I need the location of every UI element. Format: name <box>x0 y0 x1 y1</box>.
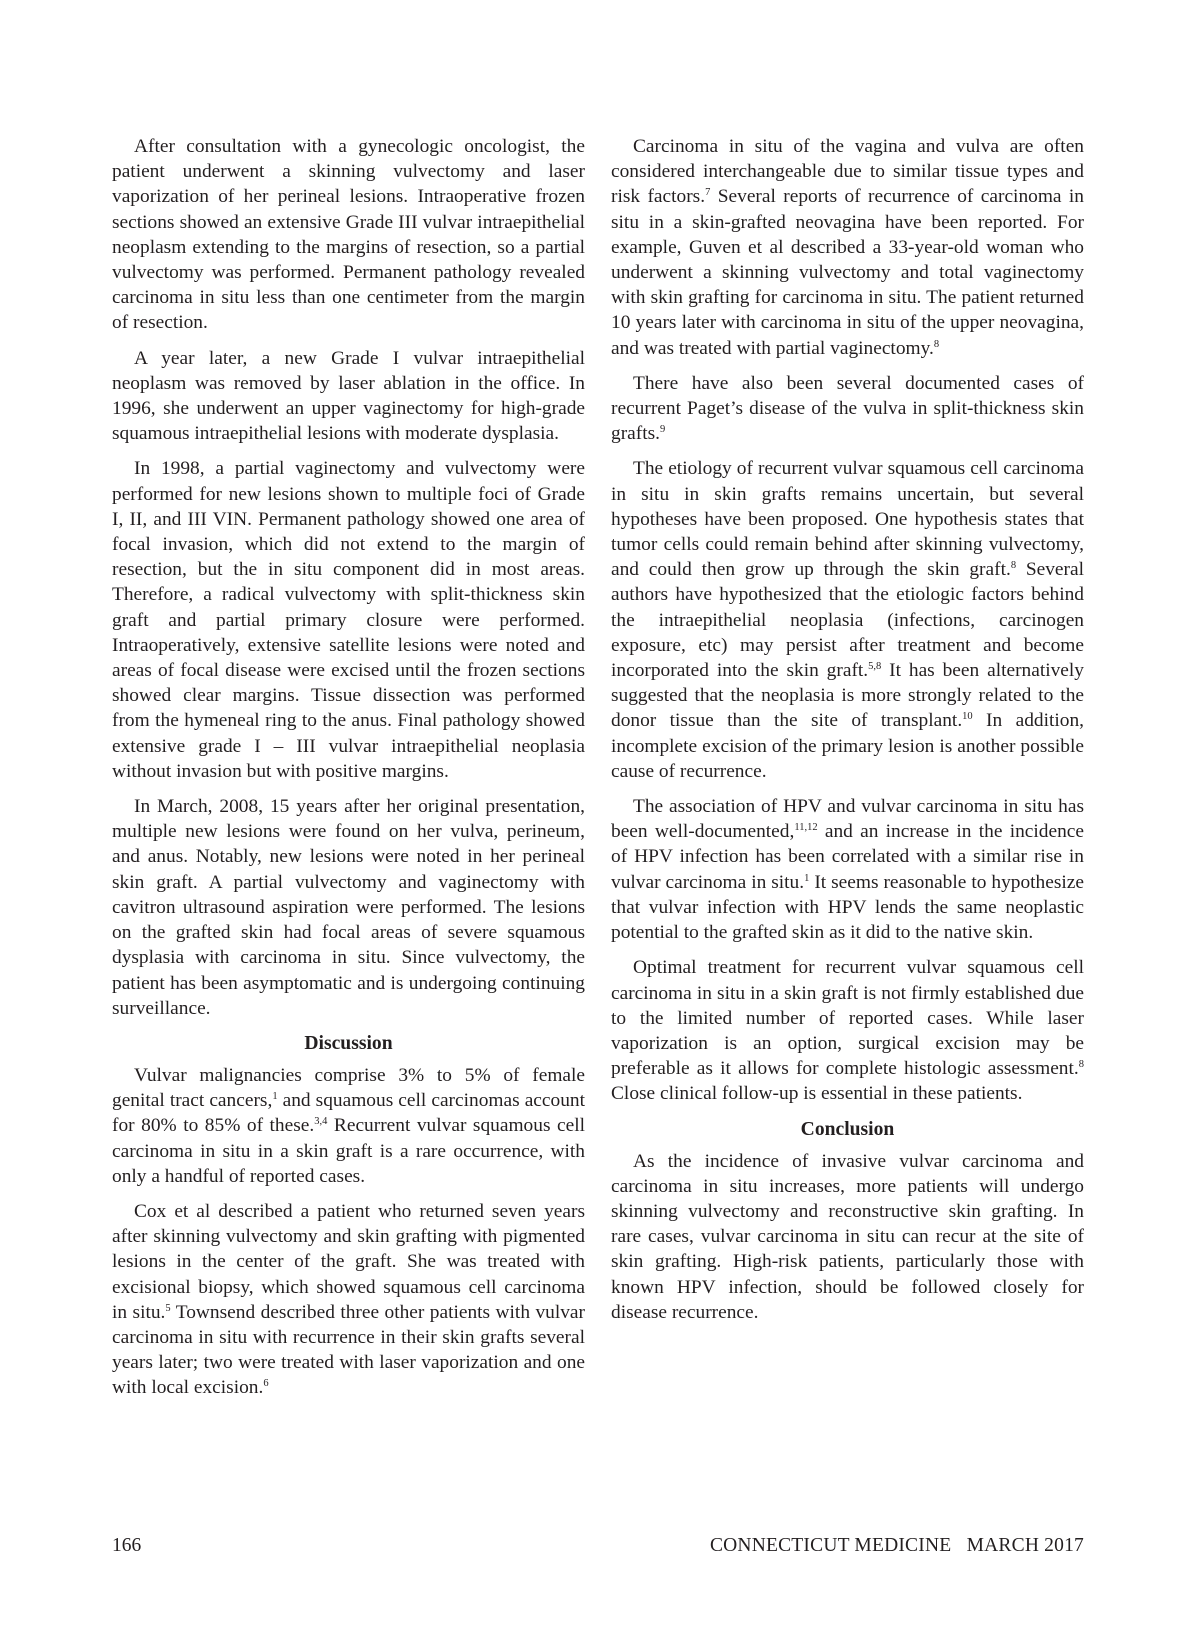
issue-date: MARCH 2017 <box>966 1535 1084 1556</box>
citation: 10 <box>962 711 973 723</box>
text-run: Recurrent vulvar squamous cell carcinoma in situ in a skin graft is a rare occurrence, with only a handful of reported cases. <box>112 1115 585 1187</box>
discussion-paragraph-6 <box>611 794 1084 945</box>
journal-name: CONNECTICUT MEDICINE <box>709 1535 952 1556</box>
page-number: 166 <box>112 1535 142 1556</box>
text-run: Optimal treatment for recurrent vulvar squamous cell carcinoma in situ in a skin graft is not firmly established due to the limited number of reported cases. While laser vaporization is an option, surgical excision may be preferable as it allows for complete histologic assessment. <box>611 957 1084 1080</box>
text-run: and squamous cell carcinomas account for 80% to 85% of these. <box>112 1090 585 1137</box>
right-column <box>611 134 1084 1335</box>
conclusion-heading: Conclusion <box>800 1118 895 1140</box>
citation: 8 <box>1010 560 1017 572</box>
left-column <box>112 134 585 1411</box>
case-paragraph-2: A year later, a new Grade I vulvar intraepithelial neoplasm was removed by laser ablation in the office. In 1996, she underwent an upper vaginectomy for high-grade squamous intraepithelial lesions with moderate dysplasia. <box>112 347 585 445</box>
text-run: Townsend described three other patients with vulvar carcinoma in situ with recurrence in their skin grafts several years later; two were treated with laser vaporization and one with local excision. <box>112 1301 585 1399</box>
case-paragraph-3: In 1998, a partial vaginectomy and vulvectomy were performed for new lesions shown to multiple foci of Grade I, II, and III VIN. Permanent pathology showed one area of focal invasion, which did not extend to the margin of resection, but the in situ component did in most areas. Therefore, a radical vulvectomy with split-thickness skin graft and partial primary closure were performed. Intraoperatively, extensive satellite lesions were noted and areas of focal disease were excised until the frozen sections showed clear margins. Tissue dissection was performed from the hymeneal ring to the anus. Final pathology showed extensive grade I – III vulvar intraepithelial neoplasia without invasion but with positive margins. <box>112 458 585 782</box>
text-run: It seems reasonable to hypothesize that vulvar infection with HPV lends the same neoplastic potential to the grafted skin as it did to the native skin. <box>611 871 1084 944</box>
text-run: Several reports of recurrence of carcinoma in situ in a skin-grafted neovagina have been reported. For example, Guven et al described a 33-year-old woman who underwent a skinning vulvectomy and total vaginectomy with skin grafting for carcinoma in situ. The patient returned 10 years later with carcinoma in situ of the upper neovagina, and was treated with partial vaginectomy. <box>611 186 1084 359</box>
citation: 1 <box>272 1091 278 1103</box>
text-run: The etiology of recurrent vulvar squamous cell carcinoma in situ in skin grafts remains uncertain, but several hypotheses have been proposed. One hypothesis states that tumor cells could remain behind after skinning vulvectomy, and could then grow up through the skin graft. <box>611 458 1084 581</box>
citation: 8 <box>1078 1059 1084 1071</box>
citation: 5 <box>165 1302 171 1314</box>
citation: 9 <box>660 424 666 436</box>
discussion-paragraph-7 <box>611 955 1084 1106</box>
text-run: In addition, incomplete excision of the primary lesion is another possible cause of recurrence. <box>611 710 1084 782</box>
citation: 5,8 <box>868 661 882 673</box>
discussion-paragraph-1 <box>112 1063 585 1189</box>
conclusion-paragraph: As the incidence of invasive vulvar carcinoma and carcinoma in situ increases, more patients will undergo skinning vulvectomy and reconstructive skin grafting. In rare cases, vulvar carcinoma in situ can recur at the site of skin grafting. High-risk patients, particularly those with known HPV infection, should be followed closely for disease recurrence. <box>611 1150 1084 1323</box>
citation: 1 <box>804 872 810 884</box>
discussion-paragraph-4 <box>611 371 1084 447</box>
text-run: Cox et al described a patient who returned seven years after skinning vulvectomy and skin grafting with pigmented lesions in the center of the graft. She was treated with excisional biopsy, which showed squamous cell carcinoma in situ. <box>112 1200 585 1323</box>
text-run: The association of HPV and vulvar carcinoma in situ has been well-documented, <box>611 796 1084 843</box>
text-run: Several authors have hypothesized that the etiologic factors behind the intraepithelial neoplasia (infections, carcinogen exposure, etc) may persist after treatment and become incorporated into the skin graft. <box>611 559 1084 682</box>
text-run: and an increase in the incidence of HPV infection has been correlated with a similar rise in vulvar carcinoma in situ. <box>611 821 1084 893</box>
text-run: Close clinical follow-up is essential in these patients. <box>611 1083 1023 1105</box>
discussion-heading: Discussion <box>304 1032 393 1054</box>
citation: 11,12 <box>794 822 818 834</box>
citation: 3,4 <box>314 1116 328 1128</box>
citation: 7 <box>705 187 711 199</box>
running-footer <box>710 1534 1084 1558</box>
discussion-paragraph-5 <box>611 456 1084 784</box>
text-run: It has been alternatively suggested that the neoplasia is more strongly related to the donor tissue than the site of transplant. <box>611 660 1084 732</box>
discussion-paragraph-2 <box>112 1199 585 1401</box>
discussion-paragraph-3 <box>611 134 1084 361</box>
text-run: Carcinoma in situ of the vagina and vulva are often considered interchangeable due to similar tissue types and risk factors. <box>611 136 1084 208</box>
case-paragraph-4: In March, 2008, 15 years after her original presentation, multiple new lesions were found on her vulva, perineum, and anus. Notably, new lesions were noted in her perineal skin graft. A partial vulvectomy and vaginectomy with cavitron ultrasound aspiration were performed. The lesions on the grafted skin had focal areas of severe squamous dysplasia with carcinoma in situ. Since vulvectomy, the patient has been asymptomatic and is undergoing continuing surveillance. <box>112 796 585 1019</box>
citation: 8 <box>933 338 940 350</box>
text-run: There have also been several documented cases of recurrent Paget’s disease of the vulva in split-thickness skin grafts. <box>611 372 1084 445</box>
text-run: Vulvar malignancies comprise 3% to 5% of female genital tract cancers, <box>112 1064 585 1112</box>
citation: 6 <box>263 1378 269 1390</box>
case-paragraph-1: After consultation with a gynecologic oncologist, the patient underwent a skinning vulvectomy and laser vaporization of her perineal lesions. Intraoperative frozen sections showed an extensive Grade III vulvar intraepithelial neoplasm extending to the margins of resection, so a partial vulvectomy was performed. Permanent pathology revealed carcinoma in situ less than one centimeter from the margin of resection. <box>112 136 585 334</box>
